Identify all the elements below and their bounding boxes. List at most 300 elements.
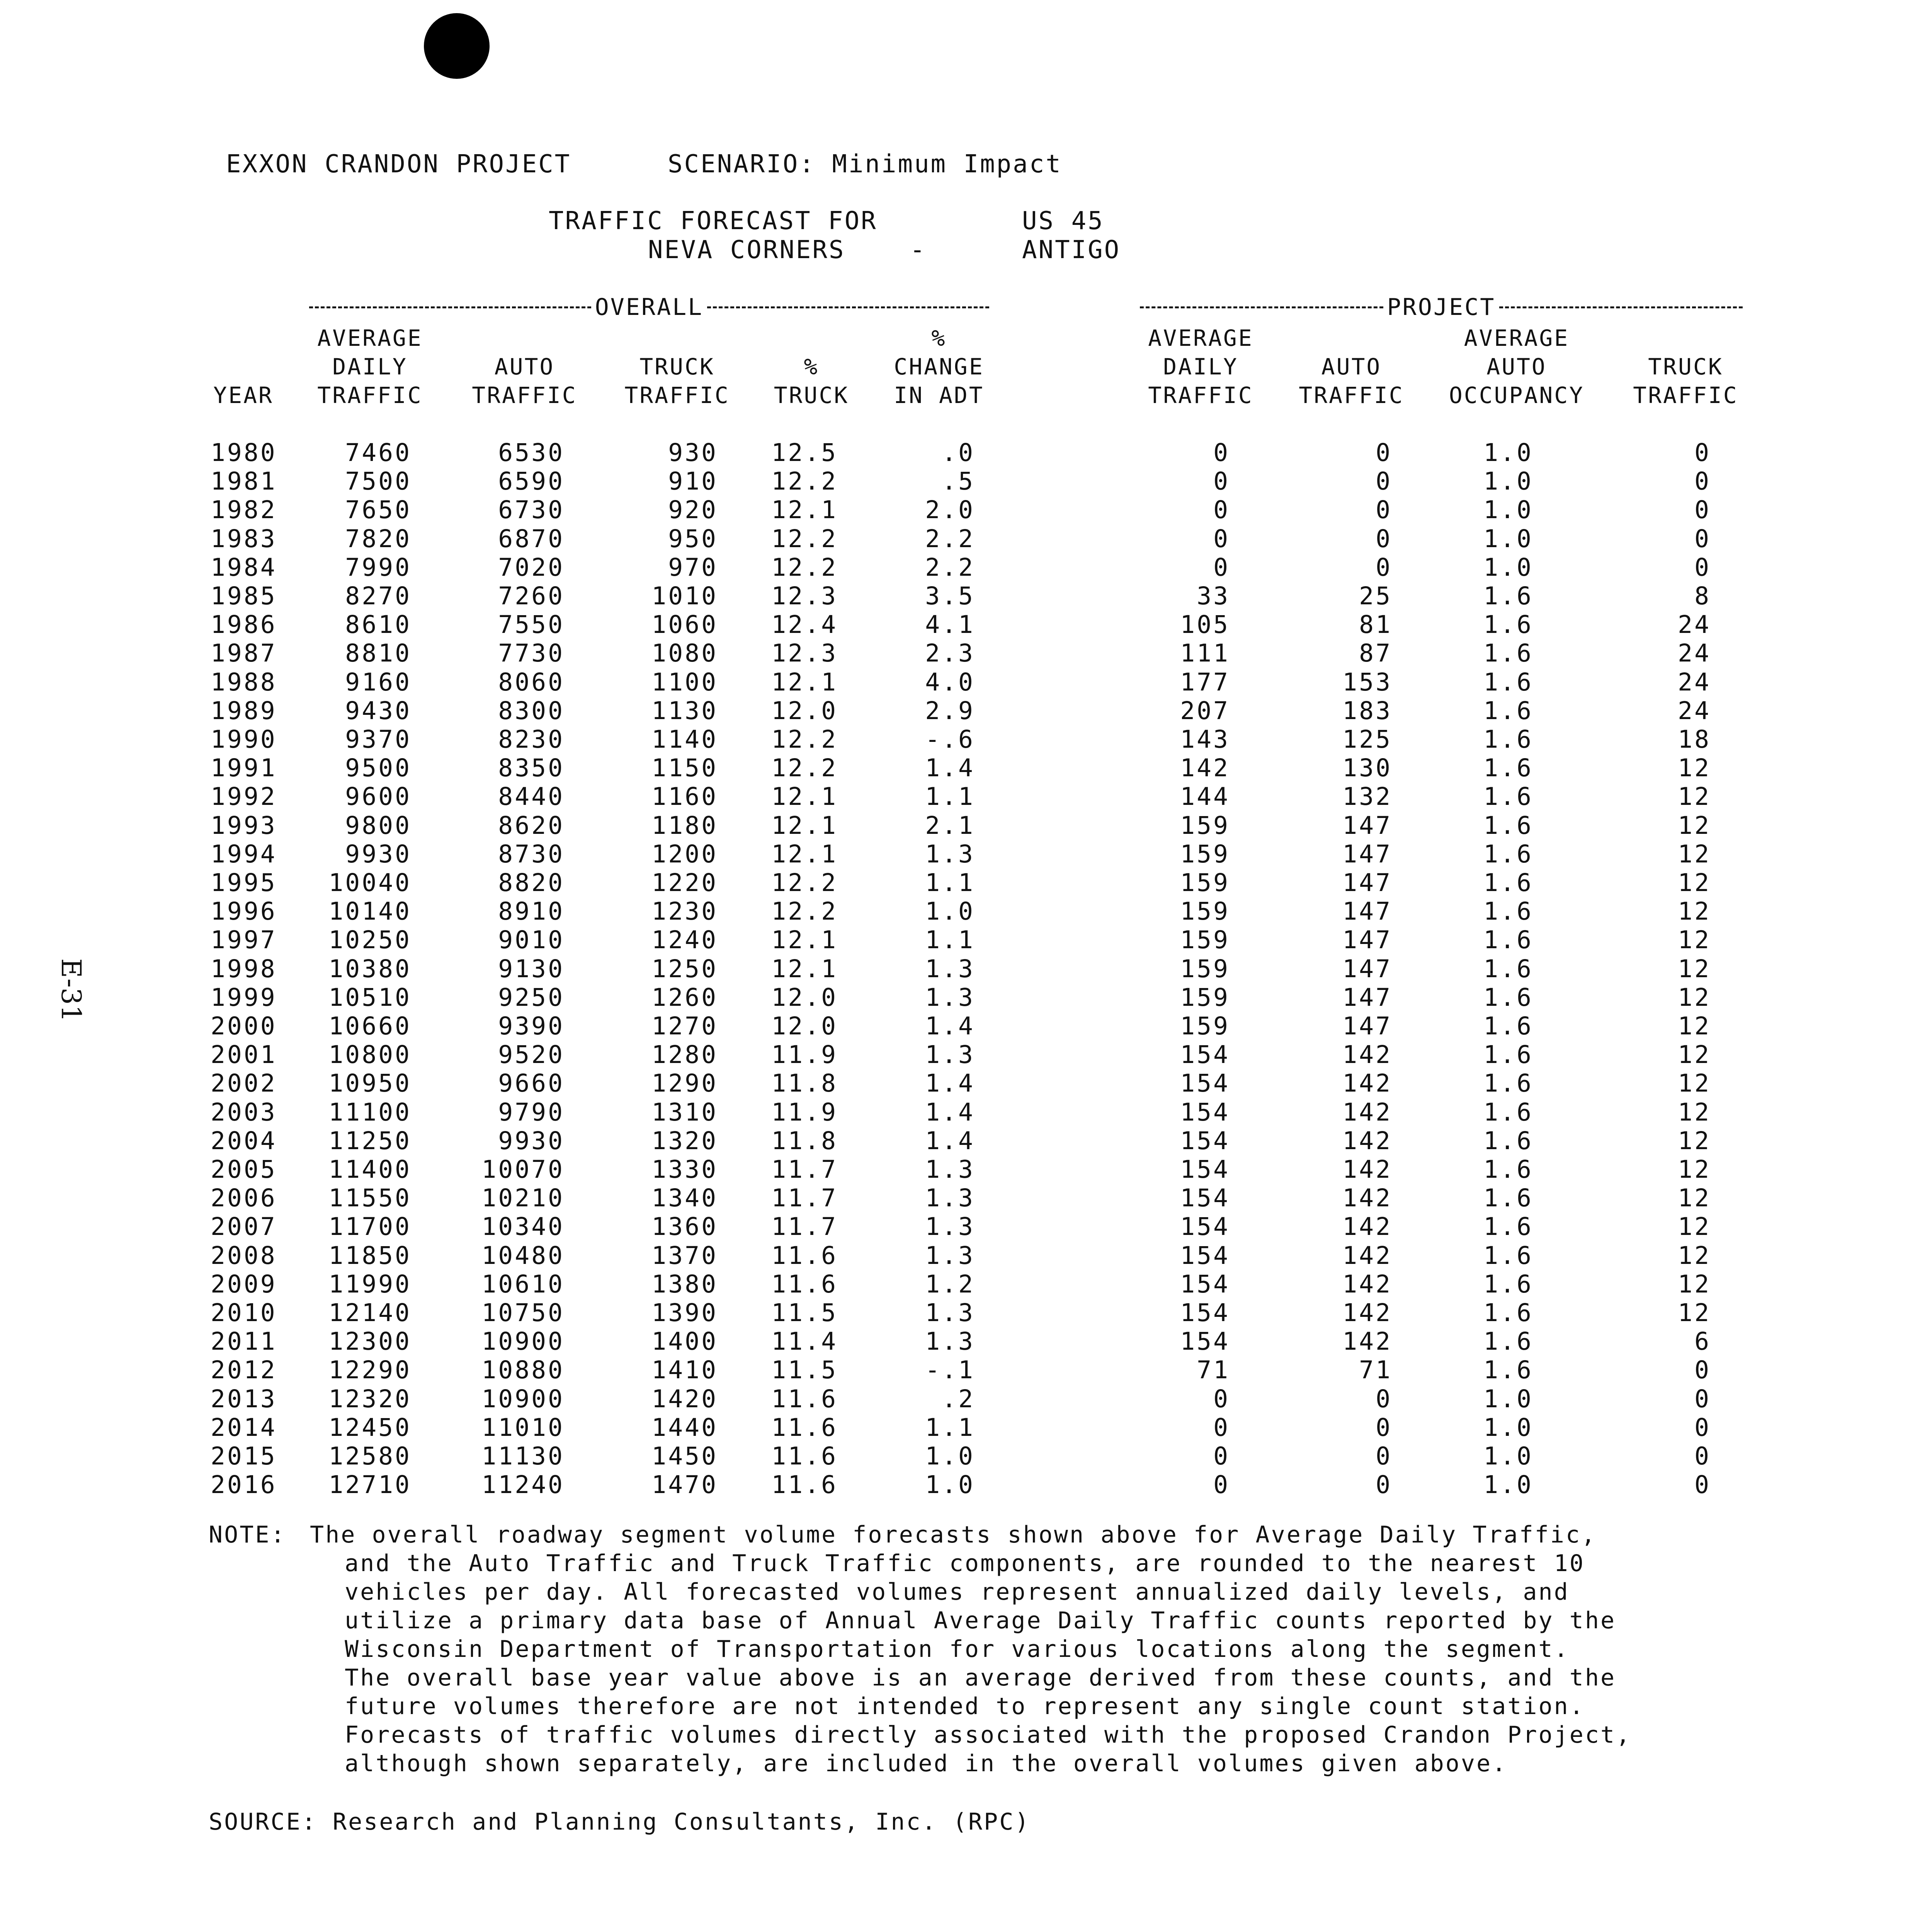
- cell-truck-traffic: 920: [668, 496, 718, 524]
- cell-project-adt: 144: [1180, 782, 1230, 811]
- cell-project-auto-traffic: 0: [1376, 1471, 1392, 1499]
- cell-auto-traffic: 8440: [498, 782, 565, 811]
- cell-pct-change-adt: 2.9: [925, 696, 975, 725]
- cell-project-auto-traffic: 147: [1342, 926, 1392, 954]
- cell-auto-traffic: 10210: [481, 1184, 565, 1213]
- cell-average-daily-traffic: 12300: [328, 1327, 412, 1356]
- cell-project-truck-traffic: 12: [1678, 1184, 1711, 1213]
- note-line: and the Auto Traffic and Truck Traffic components, are rounded to the nearest 10: [345, 1550, 1585, 1577]
- cell-auto-traffic: 8350: [498, 754, 565, 782]
- cell-pct-truck: 11.8: [771, 1126, 838, 1155]
- colhead-line: TRUCK: [639, 354, 715, 380]
- cell-auto-traffic: 6590: [498, 467, 565, 496]
- cell-project-auto-traffic: 142: [1342, 1126, 1392, 1155]
- cell-pct-truck: 12.3: [771, 639, 838, 668]
- cell-project-adt: 105: [1180, 611, 1230, 639]
- cell-auto-occupancy: 1.6: [1483, 611, 1533, 639]
- cell-year: 2015: [211, 1442, 277, 1470]
- cell-project-truck-traffic: 12: [1678, 754, 1711, 782]
- cell-auto-occupancy: 1.6: [1483, 1299, 1533, 1327]
- cell-average-daily-traffic: 11990: [328, 1270, 412, 1298]
- colhead-line: DAILY: [1163, 354, 1238, 380]
- cell-project-truck-traffic: 12: [1678, 1213, 1711, 1241]
- cell-truck-traffic: 1380: [651, 1270, 718, 1298]
- table-row: [0, 1327, 1932, 1356]
- cell-year: 1988: [211, 668, 277, 696]
- cell-project-truck-traffic: 0: [1694, 1384, 1711, 1413]
- cell-average-daily-traffic: 12710: [328, 1471, 412, 1499]
- cell-auto-occupancy: 1.0: [1483, 1442, 1533, 1470]
- cell-truck-traffic: 930: [668, 439, 718, 467]
- cell-year: 1985: [211, 582, 277, 610]
- cell-truck-traffic: 1290: [651, 1069, 718, 1098]
- cell-project-truck-traffic: 6: [1694, 1327, 1711, 1356]
- cell-pct-change-adt: 1.0: [925, 897, 975, 926]
- cell-project-auto-traffic: 147: [1342, 954, 1392, 983]
- cell-truck-traffic: 1180: [651, 811, 718, 840]
- cell-auto-traffic: 6870: [498, 524, 565, 553]
- cell-project-adt: 71: [1197, 1356, 1230, 1384]
- cell-project-adt: 0: [1213, 553, 1230, 582]
- cell-average-daily-traffic: 12320: [328, 1384, 412, 1413]
- cell-pct-truck: 12.2: [771, 869, 838, 897]
- cell-pct-change-adt: 1.3: [925, 983, 975, 1012]
- cell-pct-truck: 12.0: [771, 1012, 838, 1040]
- table-row: [0, 869, 1932, 897]
- cell-auto-occupancy: 1.6: [1483, 1184, 1533, 1213]
- cell-average-daily-traffic: 7500: [345, 467, 412, 496]
- cell-auto-traffic: 8820: [498, 869, 565, 897]
- cell-pct-truck: 12.3: [771, 582, 838, 610]
- cell-average-daily-traffic: 9500: [345, 754, 412, 782]
- cell-auto-traffic: 8730: [498, 840, 565, 868]
- cell-project-adt: 177: [1180, 668, 1230, 696]
- note-line: future volumes therefore are not intended to represent any single count station.: [345, 1693, 1585, 1720]
- cell-average-daily-traffic: 9370: [345, 725, 412, 753]
- cell-project-adt: 0: [1213, 439, 1230, 467]
- cell-project-adt: 159: [1180, 1012, 1230, 1040]
- cell-project-adt: 0: [1213, 496, 1230, 524]
- cell-pct-change-adt: .5: [942, 467, 975, 496]
- table-row: [0, 611, 1932, 639]
- cell-pct-change-adt: 1.3: [925, 1213, 975, 1241]
- table-row: [0, 1098, 1932, 1127]
- cell-year: 2011: [211, 1327, 277, 1356]
- cell-pct-change-adt: 1.2: [925, 1270, 975, 1298]
- cell-project-adt: 159: [1180, 897, 1230, 926]
- table-row: [0, 1442, 1932, 1471]
- cell-truck-traffic: 1320: [651, 1126, 718, 1155]
- cell-project-truck-traffic: 12: [1678, 1041, 1711, 1069]
- cell-truck-traffic: 910: [668, 467, 718, 496]
- colhead-auto-traffic: [462, 317, 587, 410]
- cell-auto-occupancy: 1.6: [1483, 696, 1533, 725]
- forecast-title: TRAFFIC FORECAST FOR: [549, 207, 878, 235]
- cell-project-auto-traffic: 147: [1342, 840, 1392, 868]
- table-row: [0, 467, 1932, 496]
- cell-average-daily-traffic: 10950: [328, 1069, 412, 1098]
- cell-project-truck-traffic: 12: [1678, 897, 1711, 926]
- cell-pct-change-adt: 1.1: [925, 869, 975, 897]
- cell-auto-occupancy: 1.6: [1483, 1069, 1533, 1098]
- cell-average-daily-traffic: 9600: [345, 782, 412, 811]
- cell-pct-change-adt: 1.3: [925, 1327, 975, 1356]
- cell-pct-truck: 12.2: [771, 524, 838, 553]
- cell-truck-traffic: 1080: [651, 639, 718, 668]
- cell-pct-change-adt: 1.3: [925, 1041, 975, 1069]
- cell-year: 2004: [211, 1126, 277, 1155]
- cell-auto-traffic: 9130: [498, 954, 565, 983]
- cell-auto-traffic: 8060: [498, 668, 565, 696]
- cell-auto-traffic: 10610: [481, 1270, 565, 1298]
- cell-project-adt: 154: [1180, 1098, 1230, 1126]
- cell-average-daily-traffic: 8270: [345, 582, 412, 610]
- cell-project-adt: 142: [1180, 754, 1230, 782]
- cell-auto-traffic: 7550: [498, 611, 565, 639]
- cell-truck-traffic: 1060: [651, 611, 718, 639]
- cell-project-truck-traffic: 0: [1694, 496, 1711, 524]
- cell-pct-change-adt: 1.3: [925, 1184, 975, 1213]
- colhead-line: TRAFFIC: [1633, 382, 1738, 408]
- colhead-year: [209, 317, 278, 410]
- cell-project-truck-traffic: 12: [1678, 1270, 1711, 1298]
- table-row: [0, 811, 1932, 840]
- segment-dash: -: [910, 236, 927, 264]
- cell-pct-change-adt: 1.1: [925, 1413, 975, 1442]
- note-line: The overall roadway segment volume forecasts shown above for Average Daily Traffic,: [310, 1521, 1597, 1548]
- cell-average-daily-traffic: 8810: [345, 639, 412, 668]
- cell-project-truck-traffic: 0: [1694, 1413, 1711, 1442]
- cell-year: 2006: [211, 1184, 277, 1213]
- cell-truck-traffic: 1220: [651, 869, 718, 897]
- note-line: Forecasts of traffic volumes directly associated with the proposed Crandon Project,: [345, 1721, 1632, 1748]
- cell-project-auto-traffic: 142: [1342, 1213, 1392, 1241]
- colhead-line: TRAFFIC: [624, 382, 730, 408]
- colhead-line: %: [804, 354, 819, 380]
- cell-year: 1984: [211, 553, 277, 582]
- cell-project-adt: 33: [1197, 582, 1230, 610]
- cell-auto-occupancy: 1.0: [1483, 1471, 1533, 1499]
- cell-auto-occupancy: 1.6: [1483, 811, 1533, 840]
- cell-project-truck-traffic: 0: [1694, 467, 1711, 496]
- cell-auto-traffic: 7260: [498, 582, 565, 610]
- cell-auto-traffic: 7020: [498, 553, 565, 582]
- cell-project-auto-traffic: 142: [1342, 1098, 1392, 1126]
- cell-year: 2016: [211, 1471, 277, 1499]
- cell-project-truck-traffic: 12: [1678, 1241, 1711, 1270]
- cell-pct-truck: 11.5: [771, 1299, 838, 1327]
- cell-pct-change-adt: 3.5: [925, 582, 975, 610]
- colhead-line: IN ADT: [894, 382, 984, 408]
- cell-year: 1982: [211, 496, 277, 524]
- colhead-line: AVERAGE: [317, 325, 423, 351]
- cell-auto-occupancy: 1.0: [1483, 496, 1533, 524]
- cell-auto-traffic: 9660: [498, 1069, 565, 1098]
- cell-truck-traffic: 1160: [651, 782, 718, 811]
- cell-project-adt: 154: [1180, 1327, 1230, 1356]
- colhead-line: %: [931, 325, 947, 351]
- table-row: [0, 582, 1932, 611]
- cell-project-auto-traffic: 183: [1342, 696, 1392, 725]
- cell-average-daily-traffic: 10510: [328, 983, 412, 1012]
- table-row: [0, 1385, 1932, 1413]
- cell-pct-truck: 11.7: [771, 1213, 838, 1241]
- table-row: [0, 840, 1932, 869]
- cell-average-daily-traffic: 10800: [328, 1041, 412, 1069]
- note-line: although shown separately, are included in the overall volumes given above.: [345, 1750, 1508, 1777]
- cell-pct-change-adt: 1.4: [925, 1098, 975, 1126]
- cell-average-daily-traffic: 9800: [345, 811, 412, 840]
- note-line: The overall base year value above is an average derived from these counts, and the: [345, 1664, 1616, 1691]
- cell-project-truck-traffic: 8: [1694, 582, 1711, 610]
- cell-auto-traffic: 6730: [498, 496, 565, 524]
- cell-pct-truck: 12.2: [771, 553, 838, 582]
- cell-pct-change-adt: 1.4: [925, 754, 975, 782]
- cell-truck-traffic: 1270: [651, 1012, 718, 1040]
- colhead-line: DAILY: [332, 354, 408, 380]
- colhead-truck-traffic: [614, 317, 740, 410]
- cell-pct-change-adt: .0: [942, 439, 975, 467]
- cell-auto-occupancy: 1.0: [1483, 467, 1533, 496]
- cell-pct-truck: 12.2: [771, 897, 838, 926]
- note-label: NOTE:: [209, 1521, 286, 1548]
- cell-auto-occupancy: 1.6: [1483, 926, 1533, 954]
- cell-pct-change-adt: 2.2: [925, 553, 975, 582]
- cell-auto-occupancy: 1.6: [1483, 1155, 1533, 1184]
- table-row: [0, 639, 1932, 668]
- cell-year: 1995: [211, 869, 277, 897]
- colhead-line: TRAFFIC: [1299, 382, 1404, 408]
- cell-truck-traffic: 950: [668, 524, 718, 553]
- cell-pct-truck: 12.1: [771, 926, 838, 954]
- cell-project-truck-traffic: 12: [1678, 1098, 1711, 1126]
- table-row: [0, 439, 1932, 467]
- cell-pct-change-adt: 2.3: [925, 639, 975, 668]
- colhead-change-in-adt: [881, 317, 997, 410]
- cell-average-daily-traffic: 7650: [345, 496, 412, 524]
- table-row: [0, 1413, 1932, 1442]
- cell-project-auto-traffic: 130: [1342, 754, 1392, 782]
- note-line: Wisconsin Department of Transportation for various locations along the segment.: [345, 1636, 1570, 1663]
- cell-project-auto-traffic: 0: [1376, 553, 1392, 582]
- colhead-line: TRUCK: [1648, 354, 1723, 380]
- note-line: vehicles per day. All forecasted volumes represent annualized daily levels, and: [345, 1578, 1570, 1605]
- colhead-pct-truck: [765, 317, 858, 410]
- cell-year: 1980: [211, 439, 277, 467]
- cell-pct-truck: 11.6: [771, 1413, 838, 1442]
- cell-average-daily-traffic: 11850: [328, 1241, 412, 1270]
- table-row: [0, 1184, 1932, 1213]
- table-row: [0, 1471, 1932, 1499]
- cell-truck-traffic: 1330: [651, 1155, 718, 1184]
- cell-project-adt: 154: [1180, 1213, 1230, 1241]
- table-row: [0, 1299, 1932, 1327]
- colhead-line: AUTO: [1486, 354, 1547, 380]
- table-row: [0, 983, 1932, 1012]
- cell-average-daily-traffic: 9430: [345, 696, 412, 725]
- cell-project-adt: 159: [1180, 869, 1230, 897]
- cell-pct-truck: 11.7: [771, 1155, 838, 1184]
- cell-year: 1993: [211, 811, 277, 840]
- cell-auto-occupancy: 1.6: [1483, 1270, 1533, 1298]
- colhead-line: CHANGE: [894, 354, 984, 380]
- cell-year: 1998: [211, 954, 277, 983]
- cell-truck-traffic: 1150: [651, 754, 718, 782]
- table-row: [0, 926, 1932, 954]
- cell-truck-traffic: 1250: [651, 954, 718, 983]
- cell-project-auto-traffic: 87: [1359, 639, 1392, 668]
- cell-truck-traffic: 1440: [651, 1413, 718, 1442]
- cell-project-adt: 0: [1213, 1471, 1230, 1499]
- cell-auto-occupancy: 1.6: [1483, 840, 1533, 868]
- cell-pct-truck: 12.4: [771, 611, 838, 639]
- route-name: US 45: [1022, 207, 1104, 235]
- cell-project-truck-traffic: 0: [1694, 1471, 1711, 1499]
- cell-auto-traffic: 8910: [498, 897, 565, 926]
- cell-auto-traffic: 9390: [498, 1012, 565, 1040]
- cell-auto-traffic: 11130: [481, 1442, 565, 1470]
- cell-year: 2010: [211, 1299, 277, 1327]
- table-row: [0, 1127, 1932, 1155]
- cell-auto-occupancy: 1.6: [1483, 983, 1533, 1012]
- cell-project-truck-traffic: 12: [1678, 1155, 1711, 1184]
- cell-average-daily-traffic: 10040: [328, 869, 412, 897]
- cell-auto-occupancy: 1.0: [1483, 524, 1533, 553]
- table-row: [0, 897, 1932, 926]
- cell-pct-change-adt: 1.4: [925, 1126, 975, 1155]
- cell-pct-truck: 11.6: [771, 1270, 838, 1298]
- table-row: [0, 782, 1932, 811]
- cell-pct-truck: 11.5: [771, 1356, 838, 1384]
- cell-year: 2009: [211, 1270, 277, 1298]
- cell-pct-truck: 12.1: [771, 782, 838, 811]
- cell-auto-traffic: 9930: [498, 1126, 565, 1155]
- cell-project-auto-traffic: 142: [1342, 1270, 1392, 1298]
- cell-project-auto-traffic: 25: [1359, 582, 1392, 610]
- colhead-line: TRAFFIC: [317, 382, 423, 408]
- cell-truck-traffic: 1100: [651, 668, 718, 696]
- cell-year: 2012: [211, 1356, 277, 1384]
- cell-project-truck-traffic: 0: [1694, 1442, 1711, 1470]
- cell-project-adt: 0: [1213, 524, 1230, 553]
- cell-pct-truck: 12.1: [771, 840, 838, 868]
- cell-project-adt: 0: [1213, 467, 1230, 496]
- cell-year: 2003: [211, 1098, 277, 1126]
- colhead-project-truck-traffic: [1623, 317, 1748, 410]
- cell-average-daily-traffic: 11250: [328, 1126, 412, 1155]
- cell-project-auto-traffic: 0: [1376, 1384, 1392, 1413]
- cell-auto-occupancy: 1.0: [1483, 553, 1533, 582]
- colhead-year-line: YEAR: [213, 382, 274, 408]
- table-row: [0, 1041, 1932, 1069]
- cell-auto-traffic: 9010: [498, 926, 565, 954]
- cell-pct-truck: 12.1: [771, 954, 838, 983]
- cell-pct-change-adt: .2: [942, 1384, 975, 1413]
- cell-project-auto-traffic: 0: [1376, 1413, 1392, 1442]
- cell-truck-traffic: 1420: [651, 1384, 718, 1413]
- cell-project-auto-traffic: 147: [1342, 897, 1392, 926]
- cell-project-truck-traffic: 12: [1678, 926, 1711, 954]
- cell-project-auto-traffic: 142: [1342, 1069, 1392, 1098]
- cell-project-auto-traffic: 142: [1342, 1041, 1392, 1069]
- cell-pct-change-adt: 1.4: [925, 1069, 975, 1098]
- cell-pct-change-adt: 1.0: [925, 1471, 975, 1499]
- colhead-line: AVERAGE: [1464, 325, 1570, 351]
- cell-pct-change-adt: -.1: [925, 1356, 975, 1384]
- project-title: EXXON CRANDON PROJECT: [226, 150, 571, 179]
- cell-project-auto-traffic: 132: [1342, 782, 1392, 811]
- cell-truck-traffic: 1400: [651, 1327, 718, 1356]
- colhead-line: AUTO: [494, 354, 555, 380]
- cell-pct-change-adt: 1.3: [925, 1299, 975, 1327]
- cell-auto-occupancy: 1.6: [1483, 639, 1533, 668]
- cell-average-daily-traffic: 10140: [328, 897, 412, 926]
- cell-project-auto-traffic: 147: [1342, 869, 1392, 897]
- cell-auto-traffic: 11010: [481, 1413, 565, 1442]
- cell-auto-traffic: 7730: [498, 639, 565, 668]
- cell-truck-traffic: 1410: [651, 1356, 718, 1384]
- cell-pct-truck: 11.9: [771, 1041, 838, 1069]
- cell-truck-traffic: 1450: [651, 1442, 718, 1470]
- cell-average-daily-traffic: 7460: [345, 439, 412, 467]
- cell-auto-traffic: 6530: [498, 439, 565, 467]
- cell-average-daily-traffic: 12450: [328, 1413, 412, 1442]
- table-row: [0, 553, 1932, 582]
- cell-pct-truck: 12.2: [771, 754, 838, 782]
- cell-average-daily-traffic: 11100: [328, 1098, 412, 1126]
- cell-pct-change-adt: -.6: [925, 725, 975, 753]
- cell-pct-truck: 12.1: [771, 496, 838, 524]
- cell-truck-traffic: 1130: [651, 696, 718, 725]
- cell-project-truck-traffic: 12: [1678, 782, 1711, 811]
- cell-project-adt: 154: [1180, 1155, 1230, 1184]
- cell-project-adt: 207: [1180, 696, 1230, 725]
- cell-pct-change-adt: 1.1: [925, 782, 975, 811]
- cell-average-daily-traffic: 9930: [345, 840, 412, 868]
- cell-auto-occupancy: 1.0: [1483, 1384, 1533, 1413]
- cell-project-adt: 154: [1180, 1184, 1230, 1213]
- colhead-line: OCCUPANCY: [1449, 382, 1585, 408]
- table-row: [0, 1356, 1932, 1384]
- cell-truck-traffic: 1140: [651, 725, 718, 753]
- cell-auto-occupancy: 1.6: [1483, 1098, 1533, 1126]
- cell-truck-traffic: 1240: [651, 926, 718, 954]
- cell-truck-traffic: 1470: [651, 1471, 718, 1499]
- table-row: [0, 1069, 1932, 1098]
- cell-project-adt: 154: [1180, 1069, 1230, 1098]
- cell-project-adt: 159: [1180, 840, 1230, 868]
- cell-project-auto-traffic: 0: [1376, 467, 1392, 496]
- cell-project-auto-traffic: 142: [1342, 1241, 1392, 1270]
- cell-average-daily-traffic: 12580: [328, 1442, 412, 1470]
- cell-project-truck-traffic: 0: [1694, 1356, 1711, 1384]
- group-label-overall: OVERALL: [595, 294, 704, 321]
- cell-project-truck-traffic: 12: [1678, 1012, 1711, 1040]
- source-line: SOURCE: Research and Planning Consultants, Inc. (RPC): [209, 1808, 1031, 1835]
- cell-pct-change-adt: 2.2: [925, 524, 975, 553]
- cell-truck-traffic: 1360: [651, 1213, 718, 1241]
- colhead-line: TRUCK: [774, 382, 849, 408]
- cell-pct-change-adt: 1.4: [925, 1012, 975, 1040]
- cell-auto-traffic: 8300: [498, 696, 565, 725]
- table-row: [0, 525, 1932, 553]
- cell-average-daily-traffic: 11400: [328, 1155, 412, 1184]
- cell-project-adt: 154: [1180, 1241, 1230, 1270]
- cell-average-daily-traffic: 11700: [328, 1213, 412, 1241]
- colhead-line: AUTO: [1321, 354, 1382, 380]
- cell-truck-traffic: 1370: [651, 1241, 718, 1270]
- cell-project-truck-traffic: 12: [1678, 1126, 1711, 1155]
